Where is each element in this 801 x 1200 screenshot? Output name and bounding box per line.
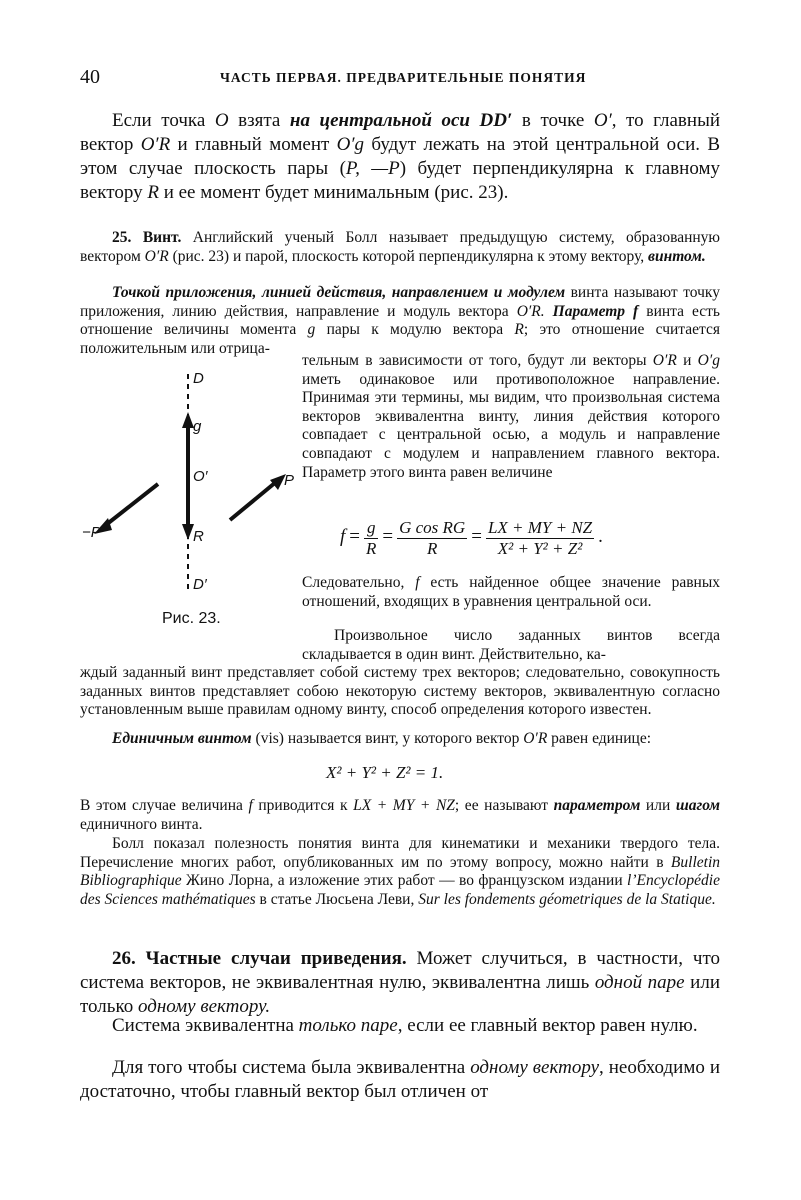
label-minus-p: −P bbox=[82, 524, 101, 541]
intro-paragraph: Если точка O взята на центральной оси DD′ в точке O′, то главный вектор O′R и главный момент O′g будут лежать на этой центральной оси. В этом случае плоскость пары (P, —P) будет перпендикулярна к главному вектору R и ее момент будет минимальным (рис. 23). bbox=[80, 110, 721, 203]
ball-paragraph: Болл показал полезность понятия винта для кинематики и механики твердого тела. Перечисление многих работ, опубликованных им по этому вопросу, можно найти в Bulletin Bibliographique Жино Лорна, а изложение этих работ — во французском издании l’Encyclopédie des Sciences mathématiques в статье Люсьена Леви, Sur les fondements géometriques de la Statique. bbox=[80, 835, 720, 908]
consequence-paragraph: Следовательно, f есть найденное общее значение равных отношений, входящих в уравнения центральной оси. bbox=[302, 574, 720, 610]
section-25-title: 25. Винт. bbox=[112, 229, 182, 246]
unit-formula: X² + Y² + Z² = 1. bbox=[326, 763, 444, 782]
unit-screw-paragraph: Единичным винтом (vis) называется винт, у которого вектор O′R равен единице: bbox=[112, 730, 652, 747]
page-number: 40 bbox=[80, 66, 100, 88]
label-r: R bbox=[193, 528, 204, 545]
label-d-prime: D′ bbox=[193, 576, 207, 593]
section-25-paragraph: 25. Винт. Английский ученый Болл называет предыдущую систему, образованную вектором O′R (рис. 23) и парой, плоскость которой перпендикулярна к этому вектору, винтом. bbox=[80, 229, 720, 265]
section-26-title: 26. Частные случаи приведения. bbox=[112, 948, 407, 969]
running-header bbox=[80, 66, 720, 90]
screw-diagram bbox=[80, 360, 302, 610]
only-pair-paragraph: Система эквивалентна только паре, если ее главный вектор равен нулю. bbox=[112, 1015, 698, 1036]
unit-parameter-paragraph: В этом случае величина f приводится к LX + MY + NZ; ее называют параметром или шагом единичного винта. bbox=[80, 797, 721, 833]
label-p: P bbox=[284, 472, 295, 489]
composition-continued: ждый заданный винт представляет собой систему трех векторов; следовательно, совокупность заданных винтов представляет собою некоторую систему векторов, эквивалентную согласно установленным выше правилам одному винту, способ определения которого известен. bbox=[80, 664, 720, 719]
definitions-paragraph: Точкой приложения, линией действия, направлением и модулем винта называют точку приложения, линию действия, направление и модуль вектора O′R. Параметр f винта есть отношение величины момента g пары к модулю вектора R; это отношение считается положительным или отрица- bbox=[80, 284, 720, 357]
vector-minus-p bbox=[102, 484, 158, 528]
one-vector-paragraph: Для того чтобы система была эквивалентна одному вектору, необходимо и достаточно, чтобы главный вектор был отличен от bbox=[80, 1057, 720, 1102]
label-o-prime: O′ bbox=[193, 468, 208, 485]
vector-p bbox=[230, 482, 276, 520]
composition-paragraph: Произвольное число заданных винтов всегда складывается в один винт. Действительно, ка- bbox=[302, 627, 720, 663]
figure-23 bbox=[80, 360, 302, 630]
label-g: g bbox=[193, 418, 202, 435]
parameter-formula: f = $\frac{g}{R}$ = $\frac{\text{G cos RG}}{R}$ = $\frac{LX + MY + NZ}{\text{X² + Y² + Z²}}$ . bbox=[340, 518, 603, 558]
running-title: ЧАСТЬ ПЕРВАЯ. ПРЕДВАРИТЕЛЬНЫЕ ПОНЯТИЯ bbox=[220, 70, 587, 85]
label-d: D bbox=[193, 370, 204, 387]
parameter-paragraph: тельным в зависимости от того, будут ли векторы O′R и O′g иметь одинаковое или противоположное направление. Принимая эти термины, мы видим, что произвольная система векторов эквивалентна винту, линия действия которого совпадает с центральной осью, а модуль и направление совпадают с модулем и направлением главного вектора. Параметр этого винта равен величине bbox=[302, 352, 720, 481]
section-26-paragraph: 26. Частные случаи приведения. Может случиться, в частности, что система векторов, не эквивалентная нулю, эквивалентна лишь одной паре или только одному вектору. bbox=[80, 948, 720, 1017]
figure-caption: Рис. 23. bbox=[162, 610, 221, 627]
